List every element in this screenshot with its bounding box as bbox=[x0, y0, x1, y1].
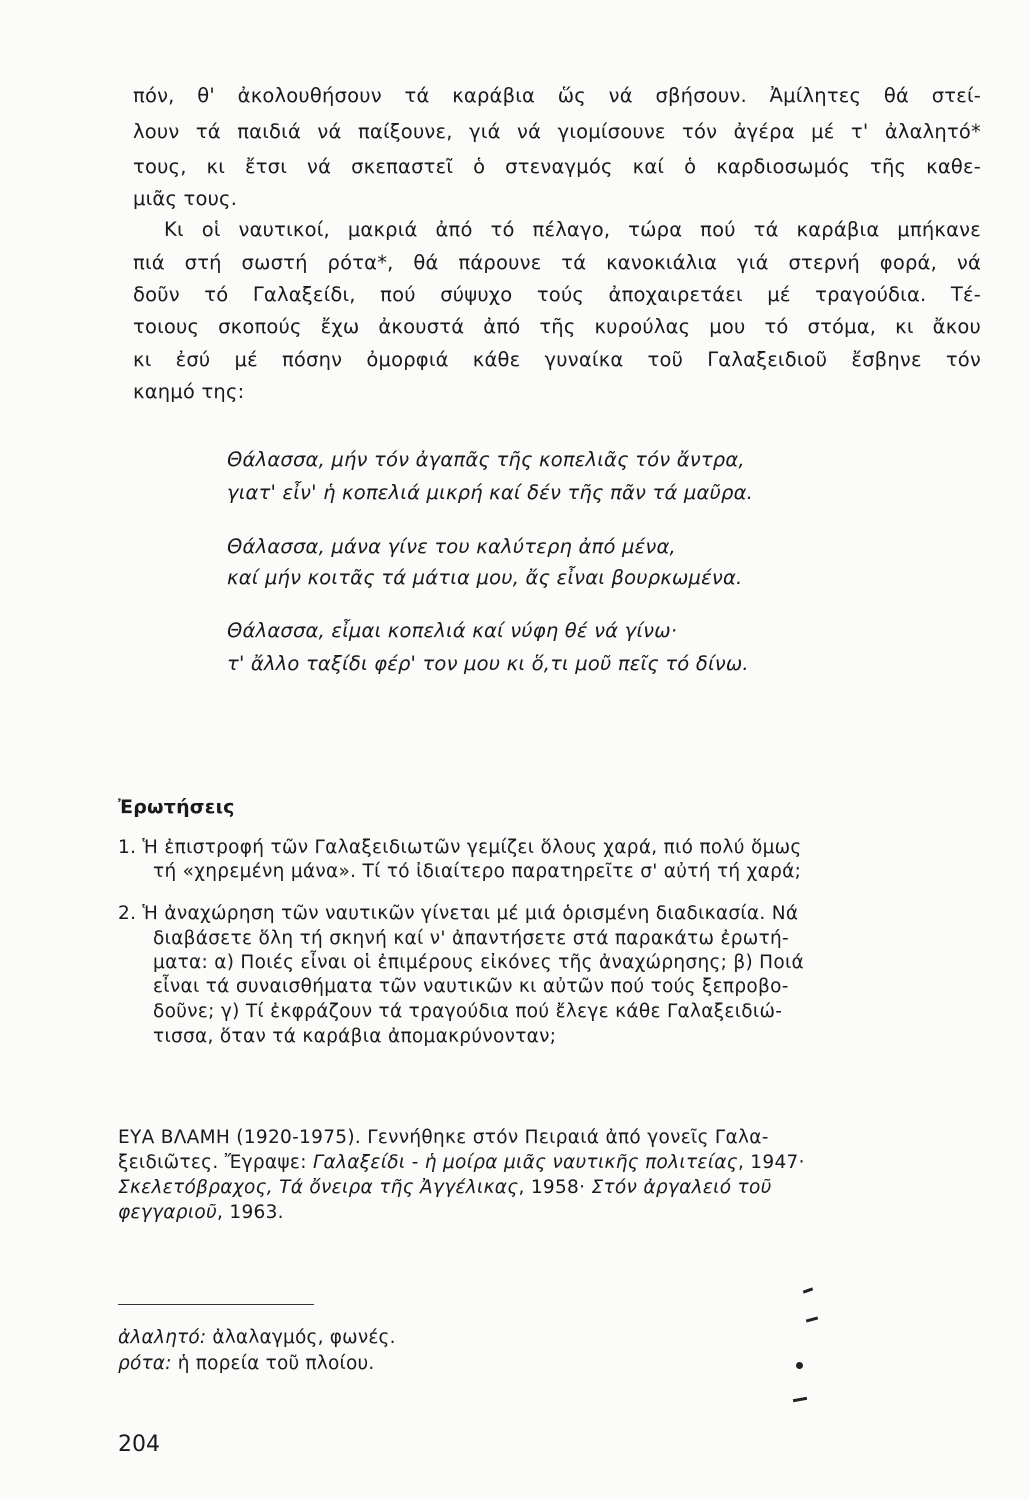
question-2-line-2: διαβάσετε ὅλη τή σκηνή καί ν' ἀπαντήσετε στά παρακάτω ἐρωτή- bbox=[153, 928, 790, 949]
bio-work-title: Σκελετόβραχος, Τά ὄνειρα τῆς Ἀγγέλικας bbox=[118, 1177, 519, 1198]
paragraph-1-line-1: πόν, θ' ἀκολουθήσουν τά καράβια ὥς νά σβήσουν. Ἀμίλητες θά στεί- bbox=[133, 84, 981, 107]
footnote-divider bbox=[118, 1304, 314, 1305]
ink-mark bbox=[803, 1287, 813, 1293]
paragraph-2-line-2: πιά στή σωστή ρότα*, θά πάρουνε τά κανοκιάλια γιά στερνή φορά, νά bbox=[133, 251, 981, 274]
footnote-definition: ἀλαλαγμός, φωνές. bbox=[206, 1327, 396, 1348]
poem-line-4: καί μήν κοιτᾶς τά μάτια μου, ἄς εἶναι βουρκωμένα. bbox=[227, 566, 743, 589]
bio-year: , 1963. bbox=[217, 1202, 284, 1223]
paragraph-2-line-4: τοιους σκοπούς ἔχω ἀκουστά ἀπό τῆς κυρούλας μου τό στόμα, κι ἄκου bbox=[133, 315, 981, 338]
paragraph-2-line-6: καημό της: bbox=[133, 380, 245, 403]
poem-line-2: γιατ' εἶν' ἡ κοπελιά μικρή καί δέν τῆς πᾶν τά μαῦρα. bbox=[227, 481, 754, 504]
bio-line-1: ΕΥΑ ΒΛΑΜΗ (1920-1975). Γεννήθηκε στόν Πειραιά ἀπό γονεῖς Γαλα- bbox=[118, 1127, 769, 1148]
footnote-1 bbox=[118, 1326, 396, 1350]
bio-work-title: Γαλαξείδι - ἡ μοίρα μιᾶς ναυτικῆς πολιτείας bbox=[312, 1152, 738, 1173]
poem-line-1: Θάλασσα, μήν τόν ἀγαπᾶς τῆς κοπελιᾶς τόν ἄντρα, bbox=[227, 448, 745, 471]
ink-mark bbox=[806, 1316, 818, 1322]
paragraph-2-line-5: κι ἐσύ μέ πόσην ὀμορφιά κάθε γυναίκα τοῦ Γαλαξειδιοῦ ἔσβηνε τόν bbox=[133, 348, 981, 371]
question-2-line-3: ματα: α) Ποιές εἶναι οἱ ἐπιμέρους εἰκόνες τῆς ἀναχώρησης; β) Ποιά bbox=[153, 952, 805, 973]
footnote-term: ρότα: bbox=[118, 1353, 172, 1374]
poem-line-3: Θάλασσα, μάνα γίνε του καλύτερη ἀπό μένα, bbox=[227, 535, 676, 558]
ink-mark bbox=[793, 1397, 807, 1402]
bio-line-4 bbox=[118, 1201, 284, 1225]
bio-line-2 bbox=[118, 1151, 805, 1175]
bio-year: , 1947· bbox=[737, 1152, 805, 1173]
bio-line-3 bbox=[118, 1176, 772, 1200]
paragraph-2-line-3: δοῦν τό Γαλαξείδι, πού σύψυχο τούς ἀποχαιρετάει μέ τραγούδια. Τέ- bbox=[133, 283, 981, 306]
footnote-definition: ἡ πορεία τοῦ πλοίου. bbox=[171, 1353, 375, 1374]
ink-mark bbox=[796, 1362, 803, 1369]
question-2-line-5: δοῦνε; γ) Τί ἐκφράζουν τά τραγούδια πού ἔλεγε κάθε Γαλαξειδιώ- bbox=[153, 1001, 783, 1022]
page-number: 204 bbox=[118, 1432, 160, 1457]
paragraph-1-line-2: λουν τά παιδιά νά παίξουνε, γιά νά γιομίσουνε τόν ἀγέρα μέ τ' ἀλαλητό* bbox=[133, 120, 981, 143]
question-1-line-1: 1. Ἡ ἐπιστροφή τῶν Γαλαξειδιωτῶν γεμίζει ὅλους χαρά, πιό πολύ ὅμως bbox=[118, 837, 802, 858]
paragraph-1-line-3: τους, κι ἔτσι νά σκεπαστεῖ ὁ στεναγμός καί ὁ καρδιοσωμός τῆς καθε- bbox=[133, 155, 981, 178]
poem-line-5: Θάλασσα, εἶμαι κοπελιά καί νύφη θέ νά γίνω· bbox=[227, 619, 678, 642]
poem-line-6: τ' ἄλλο ταξίδι φέρ' τον μου κι ὅ,τι μοῦ πεῖς τό δίνω. bbox=[227, 652, 749, 675]
question-2-line-1: 2. Ἡ ἀναχώρηση τῶν ναυτικῶν γίνεται μέ μιά ὁρισμένη διαδικασία. Νά bbox=[118, 903, 799, 924]
bio-year: , 1958· bbox=[518, 1177, 586, 1198]
question-2-line-4: εἶναι τά συναισθήματα τῶν ναυτικῶν κι αὐτῶν πού τούς ξεπροβο- bbox=[153, 976, 789, 997]
bio-text: ξειδιῶτες. Ἔγραψε: bbox=[118, 1152, 313, 1173]
question-1-line-2: τή «χηρεμένη μάνα». Τί τό ἰδιαίτερο παρατηρεῖτε σ' αὐτή τή χαρά; bbox=[153, 861, 802, 882]
footnote-term: ἀλαλητό: bbox=[118, 1327, 207, 1348]
footnote-2 bbox=[118, 1352, 374, 1376]
questions-heading: Ἐρωτήσεις bbox=[118, 796, 235, 818]
paragraph-2-line-1: Κι οἱ ναυτικοί, μακριά ἀπό τό πέλαγο, τώρα πού τά καράβια μπήκανε bbox=[164, 218, 981, 241]
paragraph-1-line-4: μιᾶς τους. bbox=[133, 187, 238, 210]
question-2-line-6: τισσα, ὅταν τά καράβια ἀπομακρύνονταν; bbox=[153, 1026, 557, 1047]
bio-work-title: Στόν ἀργαλειό τοῦ bbox=[585, 1177, 772, 1198]
bio-work-title: φεγγαριοῦ bbox=[118, 1202, 218, 1223]
